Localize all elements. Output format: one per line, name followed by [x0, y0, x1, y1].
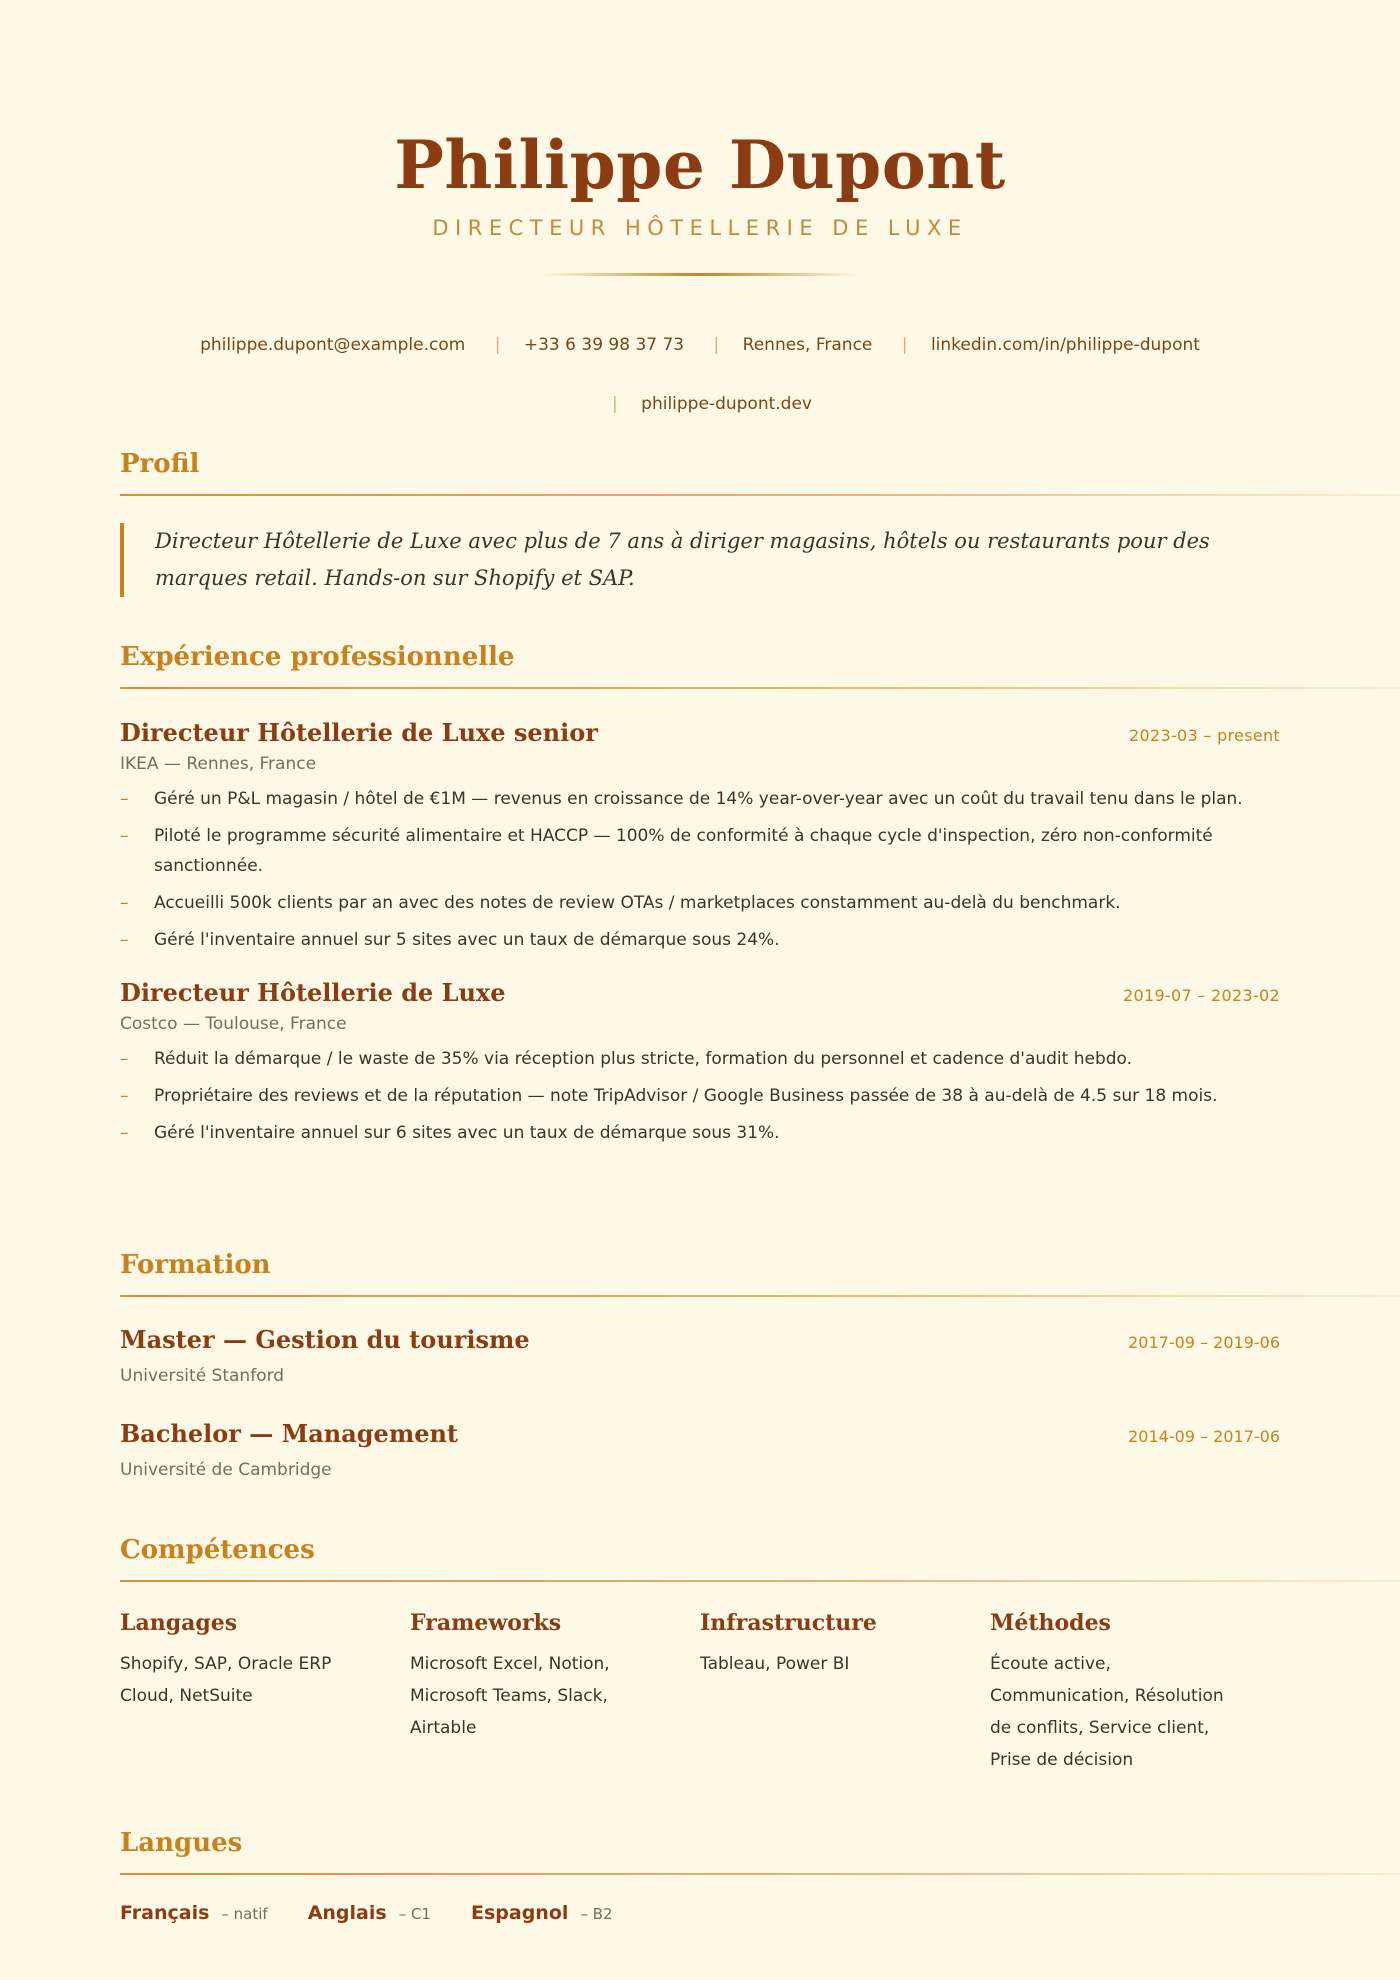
dash-icon: –: [120, 826, 129, 846]
education-degree: Master — Gestion du tourisme: [120, 1325, 530, 1354]
candidate-tagline: DIRECTEUR HÔTELLERIE DE LUXE: [432, 216, 968, 240]
contact-phone[interactable]: +33 6 39 98 37 73: [523, 335, 685, 355]
job-entry: [120, 977, 1280, 1148]
candidate-name: Philippe Dupont: [394, 126, 1006, 204]
job-dates: 2019-07 – 2023-02: [1123, 986, 1280, 1005]
skill-list: Microsoft Excel, Notion, Microsoft Teams, Slack, Airtable: [410, 1654, 610, 1738]
bullet-text: Piloté le programme sécurité alimentaire et HACCP — 100% de conformité à chaque cycle d'inspection, zéro non-conformité sanctionnée.: [154, 826, 1213, 876]
skill-category-title: Méthodes: [990, 1610, 1111, 1636]
section-divider: [120, 1580, 1400, 1582]
contact-separator: |: [901, 335, 908, 355]
job-bullets: [120, 1044, 1280, 1148]
language-level: – B2: [580, 1905, 613, 1923]
list-item: [120, 1044, 1280, 1074]
skill-list: Écoute active, Communication, Résolution de conflits, Service client, Prise de décision: [990, 1654, 1224, 1770]
profile-section: [120, 447, 1280, 597]
resume-header: [0, 122, 1400, 276]
dash-icon: –: [120, 789, 129, 809]
skill-category-title: Langages: [120, 1610, 238, 1636]
language-item: [471, 1902, 613, 1924]
contact-separator: |: [612, 394, 618, 414]
job-bullets: [120, 784, 1280, 955]
education-school: Université Stanford: [120, 1366, 285, 1386]
list-item: [120, 821, 1280, 881]
contact-separator: |: [713, 335, 720, 355]
education-dates: 2014-09 – 2017-06: [1128, 1427, 1280, 1446]
job-company: IKEA — Rennes, France: [120, 754, 317, 774]
skill-column: [120, 1608, 410, 1776]
list-item: [120, 1081, 1280, 1111]
dash-icon: –: [120, 893, 129, 913]
languages-list: [120, 1902, 1280, 1924]
bullet-text: Géré un P&L magasin / hôtel de €1M — revenus en croissance de 14% year-over-year avec un coût du travail tenu dans le plan.: [154, 789, 1243, 809]
skill-category-title: Frameworks: [410, 1610, 562, 1636]
job-entry: [120, 717, 1280, 955]
section-divider: [120, 687, 1400, 689]
contact-bar: [180, 316, 1220, 434]
contact-linkedin[interactable]: linkedin.com/in/philippe-dupont: [930, 335, 1200, 355]
language-name: Espagnol: [470, 1902, 569, 1924]
language-name: Anglais: [307, 1902, 387, 1924]
contact-location: Rennes, France: [742, 335, 873, 355]
section-divider: [120, 1873, 1400, 1875]
skill-column: [410, 1608, 700, 1776]
profile-summary: Directeur Hôtellerie de Luxe avec plus de 7 ans à diriger magasins, hôtels ou restaurants pour des marques retail. Hands-on sur Shopify et SAP.: [120, 523, 1255, 597]
experience-section: [120, 640, 1280, 1155]
language-item: [120, 1902, 268, 1924]
section-title: Langues: [120, 1828, 243, 1858]
bullet-text: Géré l'inventaire annuel sur 5 sites avec un taux de démarque sous 24%.: [154, 930, 780, 950]
dash-icon: –: [120, 1123, 129, 1143]
bullet-text: Propriétaire des reviews et de la réputation — note TripAdvisor / Google Business passée de 38 à au-delà de 4.5 sur 18 mois.: [154, 1086, 1218, 1106]
skill-list: Tableau, Power BI: [700, 1654, 850, 1674]
section-title: Compétences: [120, 1535, 315, 1565]
education-entry: [120, 1418, 1280, 1482]
skills-grid: [120, 1608, 1280, 1776]
job-dates: 2023-03 – present: [1129, 726, 1280, 745]
contact-email[interactable]: philippe.dupont@example.com: [200, 335, 466, 355]
list-item: [120, 925, 1280, 955]
skill-list: Shopify, SAP, Oracle ERP Cloud, NetSuite: [120, 1654, 332, 1706]
education-section: [120, 1248, 1280, 1482]
languages-section: [120, 1826, 1280, 1924]
education-dates: 2017-09 – 2019-06: [1128, 1333, 1280, 1352]
contact-separator: |: [494, 335, 501, 355]
skills-section: [120, 1533, 1280, 1776]
education-school: Université de Cambridge: [120, 1460, 332, 1480]
contact-website[interactable]: philippe-dupont.dev: [641, 394, 812, 414]
skill-column: [700, 1608, 990, 1776]
job-role: Directeur Hôtellerie de Luxe senior: [120, 718, 598, 747]
bullet-text: Accueilli 500k clients par an avec des notes de review OTAs / marketplaces constamment au-delà du benchmark.: [154, 893, 1121, 913]
job-role: Directeur Hôtellerie de Luxe: [120, 978, 506, 1007]
language-level: – C1: [398, 1905, 431, 1923]
list-item: [120, 1118, 1280, 1148]
header-divider: [540, 273, 860, 276]
skill-category-title: Infrastructure: [700, 1610, 877, 1636]
dash-icon: –: [120, 1086, 129, 1106]
language-level: – natif: [221, 1905, 268, 1923]
section-title: Formation: [120, 1250, 271, 1280]
language-name: Français: [120, 1902, 210, 1924]
dash-icon: –: [120, 930, 129, 950]
bullet-text: Réduit la démarque / le waste de 35% via réception plus stricte, formation du personnel et cadence d'audit hebdo.: [154, 1049, 1133, 1069]
list-item: [120, 784, 1280, 814]
section-divider: [120, 494, 1400, 496]
job-company: Costco — Toulouse, France: [120, 1014, 347, 1034]
education-degree: Bachelor — Management: [120, 1419, 459, 1448]
dash-icon: –: [120, 1049, 129, 1069]
list-item: [120, 888, 1280, 918]
language-item: [308, 1902, 431, 1924]
section-title: Expérience professionnelle: [120, 642, 515, 672]
skill-column: [990, 1608, 1280, 1776]
section-divider: [120, 1295, 1400, 1297]
section-title: Profil: [120, 449, 200, 479]
education-entry: [120, 1324, 1280, 1388]
bullet-text: Géré l'inventaire annuel sur 6 sites avec un taux de démarque sous 31%.: [154, 1123, 780, 1143]
